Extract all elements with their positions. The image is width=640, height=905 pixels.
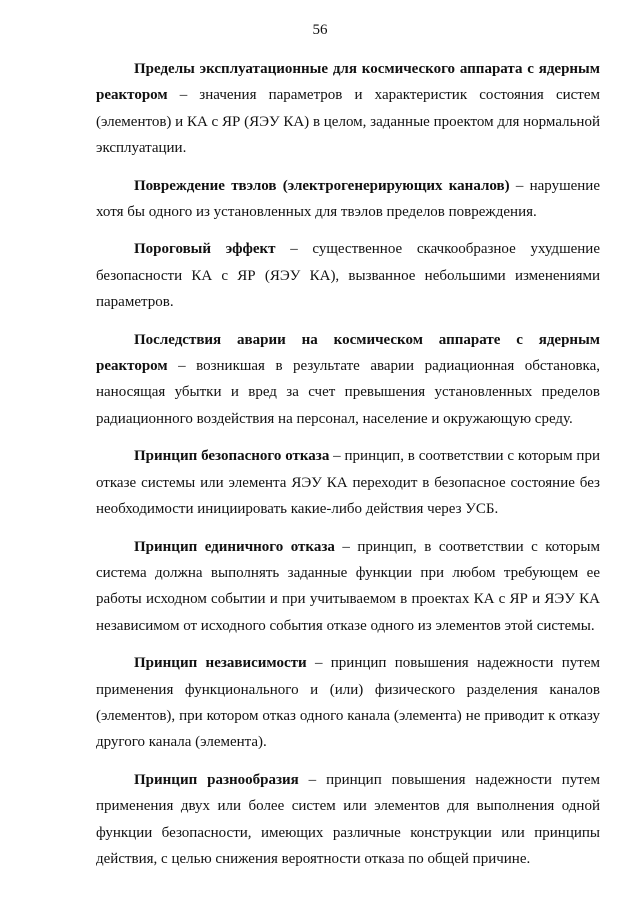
definition-paragraph — [96, 56, 600, 162]
definition-term: Принцип независимости — [134, 655, 307, 672]
definition-text: – принцип, в соответствии с которым при отказе системы или элемента ЯЭУ КА переходит в безопасное состояние без необходимости инициировать какие-либо действия через УСБ. — [96, 448, 600, 518]
definition-term: Пороговый эффект — [134, 241, 276, 258]
definition-text: – принцип, в соответствии с которым система должна выполнять заданные функции при любом требующем ее работы исходном событии и при учитываемом в проектах КА с ЯР и ЯЭУ КА независимом от исходного события отказе одного из элементов этой системы. — [96, 538, 601, 634]
definition-paragraph — [96, 767, 600, 873]
definition-paragraph — [96, 534, 600, 640]
page-number: 56 — [312, 22, 328, 38]
definition-text: – возникшая в результате аварии радиационная обстановка, наносящая убытки и вред за счет превышения установленных пределов радиационного воздействия на персонал, население и окружающую среду. — [96, 358, 600, 427]
definition-term: Последствия аварии на космическом аппарате с ядерным реактором — [96, 331, 600, 375]
definition-term: Принцип единичного отказа — [134, 538, 335, 555]
definition-paragraph — [96, 173, 600, 226]
definition-paragraph — [96, 650, 600, 756]
definition-text: – значения параметров и характеристик состояния систем (элементов) и КА с ЯР (ЯЭУ КА) в целом, заданные проектом для нормальной эксплуатации. — [96, 87, 600, 157]
definition-paragraph — [96, 327, 600, 433]
definition-text: – принцип повышения надежности путем применения двух или более систем или элементов для выполнения одной функции безопасности, имеющих различные конструкции или принципы действия, с целью снижения вероятности отказа по общей причине. — [96, 771, 600, 867]
definition-paragraph — [96, 443, 600, 522]
page-content — [96, 56, 600, 883]
definition-text: – нарушение хотя бы одного из установленных для твэлов пределов повреждения. — [96, 177, 600, 221]
definition-term: Принцип безопасного отказа — [134, 448, 330, 465]
definition-term: Принцип разнообразия — [134, 771, 299, 788]
definition-paragraph — [96, 236, 600, 315]
definition-term: Повреждение твэлов (электрогенерирующих каналов) — [134, 177, 510, 194]
definition-text: – существенное скачкообразное ухудшение безопасности КА с ЯР (ЯЭУ КА), вызванное небольшими изменениями параметров. — [96, 241, 600, 311]
definition-text: – принцип повышения надежности путем применения функционального и (или) физического разделения каналов (элементов), при котором отказ одного канала (элемента) не приводит к отказу другого канала (элемента). — [96, 655, 600, 751]
definition-term: Пределы эксплуатационные для космического аппарата с ядерным реактором — [96, 61, 600, 104]
